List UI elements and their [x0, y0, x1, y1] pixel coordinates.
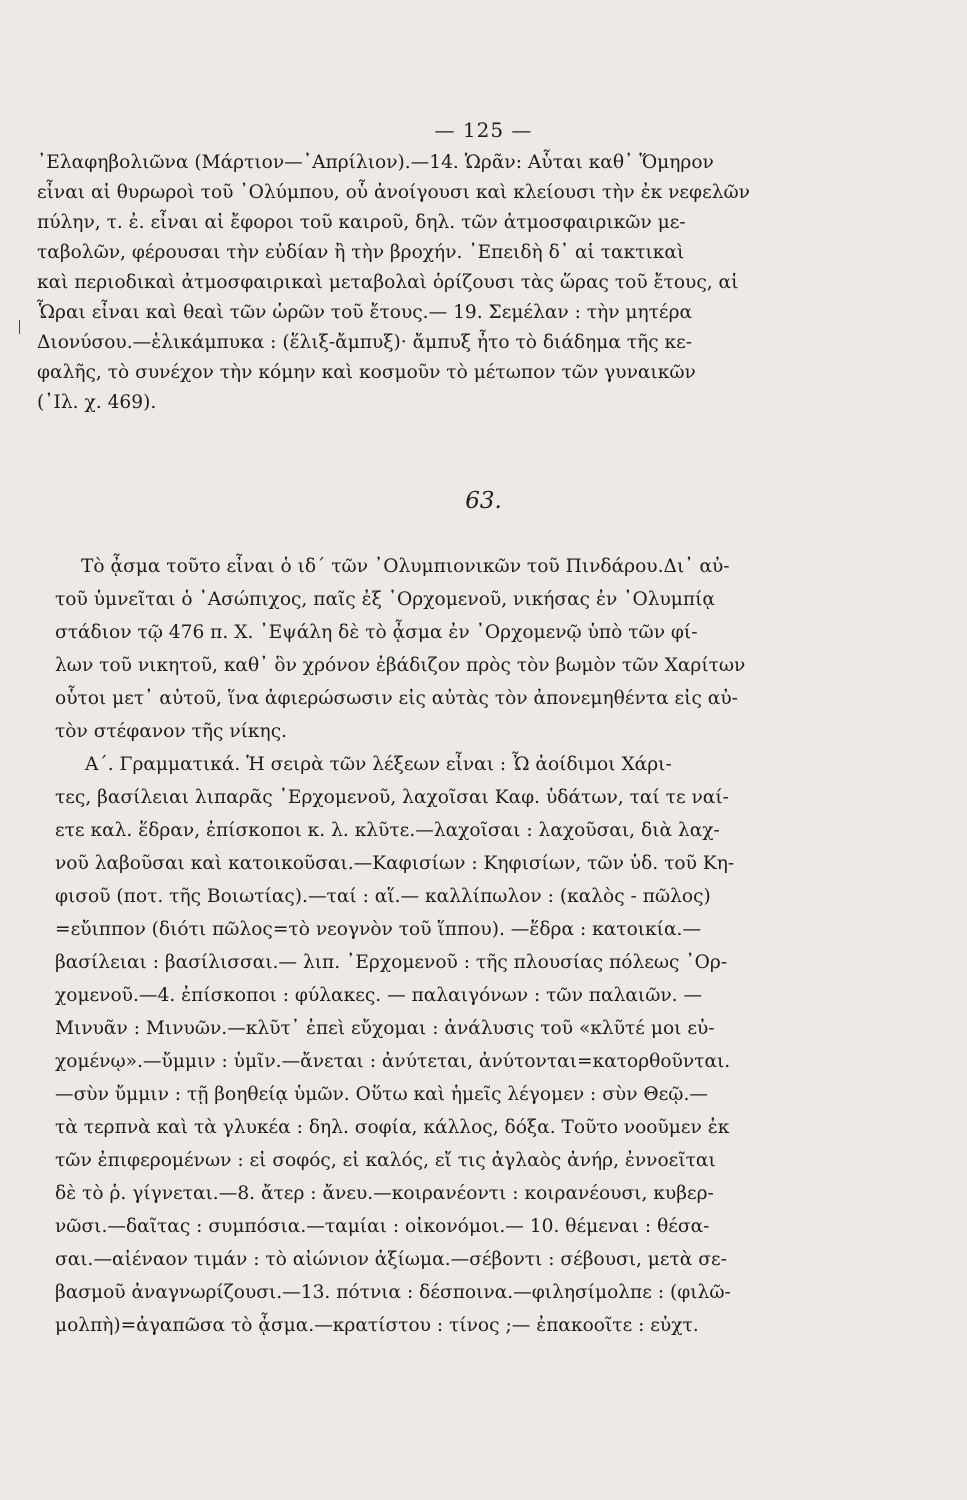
- text-line: τοῦ ὑμνεῖται ὁ ᾽Ασώπιχος, παῖς ἐξ ᾽Ορχομενοῦ, νικήσας ἐν ᾽Ολυμπίᾳ: [55, 589, 715, 610]
- text-line: μολπὴ)=ἀγαπῶσα τὸ ᾆσμα.—κρατίστου : τίνος ;— ἐπακοοῖτε : εὐχτ.: [55, 1315, 699, 1336]
- text-line: Μινυᾶν : Μινυῶν.—κλῦτ᾽ ἐπεὶ εὔχομαι : ἀνάλυσις τοῦ «κλῦτέ μοι εὐ-: [55, 1018, 715, 1039]
- text-line: τὰ τερπνὰ καὶ τὰ γλυκέα : δηλ. σοφία, κάλλος, δόξα. Τοῦτο νοοῦμεν ἐκ: [55, 1117, 730, 1138]
- text-line: χομένῳ».—ὔμμιν : ὑμῖν.—ἄνεται : ἀνύτεται, ἀνύτονται=κατορθοῦνται.: [55, 1051, 731, 1072]
- text-line: λων τοῦ νικητοῦ, καθ᾽ ὃν χρόνον ἐβάδιζον πρὸς τὸν βωμὸν τῶν Χαρίτων: [55, 655, 746, 676]
- text-line: Τὸ ᾆσμα τοῦτο εἶναι ὁ ιδ´ τῶν ᾽Ολυμπιονικῶν τοῦ Πινδάρου.Δι᾽ αὐ-: [81, 556, 730, 577]
- text-line: νοῦ λαβοῦσαι καὶ κατοικοῦσαι.—Καφισίων : Κηφισίων, τῶν ὑδ. τοῦ Κη-: [55, 853, 735, 874]
- text-line: βασμοῦ ἀναγνωρίζουσι.—13. πότνια : δέσποινα.—φιλησίμολπε : (φιλῶ-: [55, 1282, 731, 1303]
- text-line: εἶναι αἱ θυρωροὶ τοῦ ᾽Ολύμπου, οὗ ἀνοίγουσι καὶ κλείουσι τὴν ἐκ νεφελῶν: [37, 182, 750, 203]
- text-line: φαλῆς, τὸ συνέχον τὴν κόμην καὶ κοσμοῦν τὸ μέτωπον τῶν γυναικῶν: [37, 362, 696, 383]
- text-line: τες, βασίλειαι λιπαρᾶς ᾽Ερχομενοῦ, λαχοῖσαι Καφ. ὑδάτων, ταί τε ναί-: [55, 787, 729, 808]
- text-line: φισοῦ (ποτ. τῆς Βοιωτίας).—ταί : αἵ.— καλλίπωλον : (καλὸς - πῶλος): [55, 886, 711, 907]
- text-line: σαι.—αἰέναον τιμάν : τὸ αἰώνιον ἀξίωμα.—σέβοντι : σέβουσι, μετὰ σε-: [55, 1249, 727, 1270]
- text-line: ᾽Ελαφηβολιῶνα (Μάρτιον—᾽Απρίλιον).—14. Ὡρᾶν: Αὗται καθ᾽ Ὅμηρον: [37, 152, 714, 173]
- binding-mark: [19, 320, 20, 334]
- text-line: δὲ τὸ ῥ. γίγνεται.—8. ἄτερ : ἄνευ.—κοιρανέοντι : κοιρανέουσι, κυβερ-: [55, 1183, 714, 1204]
- text-line: καὶ περιοδικαὶ ἀτμοσφαιρικαὶ μεταβολαὶ ὁρίζουσι τὰς ὥρας τοῦ ἔτους, αἱ: [37, 272, 739, 293]
- text-line: ετε καλ. ἕδραν, ἐπίσκοποι κ. λ. κλῦτε.—λαχοῖσαι : λαχοῦσαι, διὰ λαχ-: [55, 820, 720, 841]
- section-number: 63.: [465, 488, 502, 514]
- text-line: (᾽Ιλ. χ. 469).: [37, 392, 157, 413]
- text-line: =εὔιππον (διότι πῶλος=τὸ νεογνὸν τοῦ ἵππου). —ἕδρα : κατοικία.—: [55, 919, 702, 940]
- text-line: νῶσι.—δαῖτας : συμπόσια.—ταμίαι : οἰκονόμοι.— 10. θέμεναι : θέσα-: [55, 1216, 710, 1237]
- text-line: οὗτοι μετ᾽ αὐτοῦ, ἵνα ἀφιερώσωσιν εἰς αὐτὰς τὸν ἀπονεμηθέντα εἰς αὐ-: [55, 688, 738, 709]
- text-line: πύλην, τ. ἐ. εἶναι αἱ ἔφοροι τοῦ καιροῦ, δηλ. τῶν ἀτμοσφαιρικῶν με-: [37, 212, 686, 233]
- text-line: Ὧραι εἶναι καὶ θεαὶ τῶν ὡρῶν τοῦ ἔτους.— 19. Σεμέλαν : τὴν μητέρα: [37, 302, 693, 323]
- text-line: —σὺν ὔμμιν : τῇ βοηθείᾳ ὑμῶν. Οὕτω καὶ ἡμεῖς λέγομεν : σὺν Θεῷ.—: [55, 1084, 708, 1105]
- text-line: βασίλειαι : βασίλισσαι.— λιπ. ᾽Ερχομενοῦ : τῆς πλουσίας πόλεως ᾽Ορ-: [55, 952, 728, 973]
- text-line: στάδιον τῷ 476 π. Χ. ᾽Εψάλη δὲ τὸ ᾆσμα ἐν ᾽Ορχομενῷ ὑπὸ τῶν φί-: [55, 622, 698, 643]
- page-number: — 125 —: [434, 118, 533, 142]
- text-line: τῶν ἐπιφερομένων : εἰ σοφός, εἰ καλός, εἴ τις ἀγλαὸς ἀνήρ, ἐννοεῖται: [55, 1150, 716, 1171]
- text-line: Α´. Γραμματικά. Ἡ σειρὰ τῶν λέξεων εἶναι : Ὦ ἀοίδιμοι Χάρι-: [85, 754, 672, 775]
- text-line: Διονύσου.—ἑλικάμπυκα : (ἕλιξ-ἄμπυξ)· ἄμπυξ ἦτο τὸ διάδημα τῆς κε-: [37, 332, 693, 353]
- text-line: χομενοῦ.—4. ἐπίσκοποι : φύλακες. — παλαιγόνων : τῶν παλαιῶν. —: [55, 985, 703, 1006]
- text-line: ταβολῶν, φέρουσαι τὴν εὐδίαν ἢ τὴν βροχήν. ᾽Επειδὴ δ᾽ αἱ τακτικαὶ: [37, 242, 685, 263]
- text-line: τὸν στέφανον τῆς νίκης.: [55, 721, 288, 742]
